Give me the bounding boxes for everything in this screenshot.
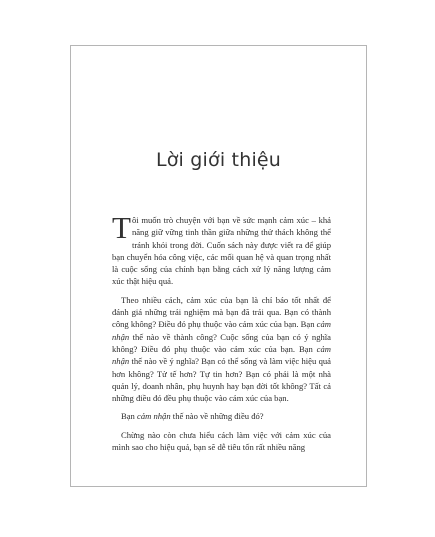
paragraph-3 [112,410,331,422]
paragraph-1 [112,210,331,288]
paragraph-3-text-a: Bạn [121,411,137,422]
body-text [112,210,331,459]
paragraph-3-text-b: thế nào về những điều đó? [170,411,264,422]
paragraph-3-emphasis: cảm nhận [137,411,171,422]
drop-cap: T [112,210,131,245]
paragraph-2-emphasis-2: cảm nhận [112,343,331,367]
book-page [70,45,367,487]
chapter-title: Lời giới thiệu [155,149,282,171]
paragraph-4: Chừng nào còn chưa hiểu cách làm việc với cảm xúc của mình sao cho hiệu quả, bạn sẽ dễ tiêu tốn rất nhiều năng [112,429,331,453]
paragraph-1-text: ôi muốn trò chuyện với bạn về sức mạnh cảm xúc – khả năng giữ vững tinh thần giữa những thử thách không thể tránh khỏi trong đời. Cuốn sách này được viết ra để giúp bạn chuyển hóa công việc, các mối quan hệ và quan trọng nhất là cuộc sống của chính bạn bằng cách xử lý năng lượng cảm xúc thật hiệu quả. [112,215,331,287]
paragraph-2-emphasis-1: cảm nhận [112,319,331,342]
paragraph-2-text-a: Theo nhiều cách, cảm xúc của bạn là chỉ báo tốt nhất để đánh giá những trải nghiệm mà bạn đã trải qua. Bạn có thành công không? Điều đó phụ thuộc vào cảm xúc của bạn. Bạn [112,294,331,330]
paragraph-2 [112,294,331,405]
paragraph-2-text-b: thế nào về thành công? Cuộc sống của bạn có ý nghĩa không? Điều đó phụ thuộc vào cảm xúc của bạn. Bạn [112,331,331,354]
paragraph-2-text-c: thế nào về ý nghĩa? Bạn có thể sống và làm việc hiệu quả hơn không? Tử tế hơn? Tự tin hơn? Bạn có phải là một nhà quản lý, doanh nhân, phụ huynh hay bạn đời tốt không? Tất cả những điều đó đều phụ thuộc vào cảm xúc của bạn. [112,356,331,404]
